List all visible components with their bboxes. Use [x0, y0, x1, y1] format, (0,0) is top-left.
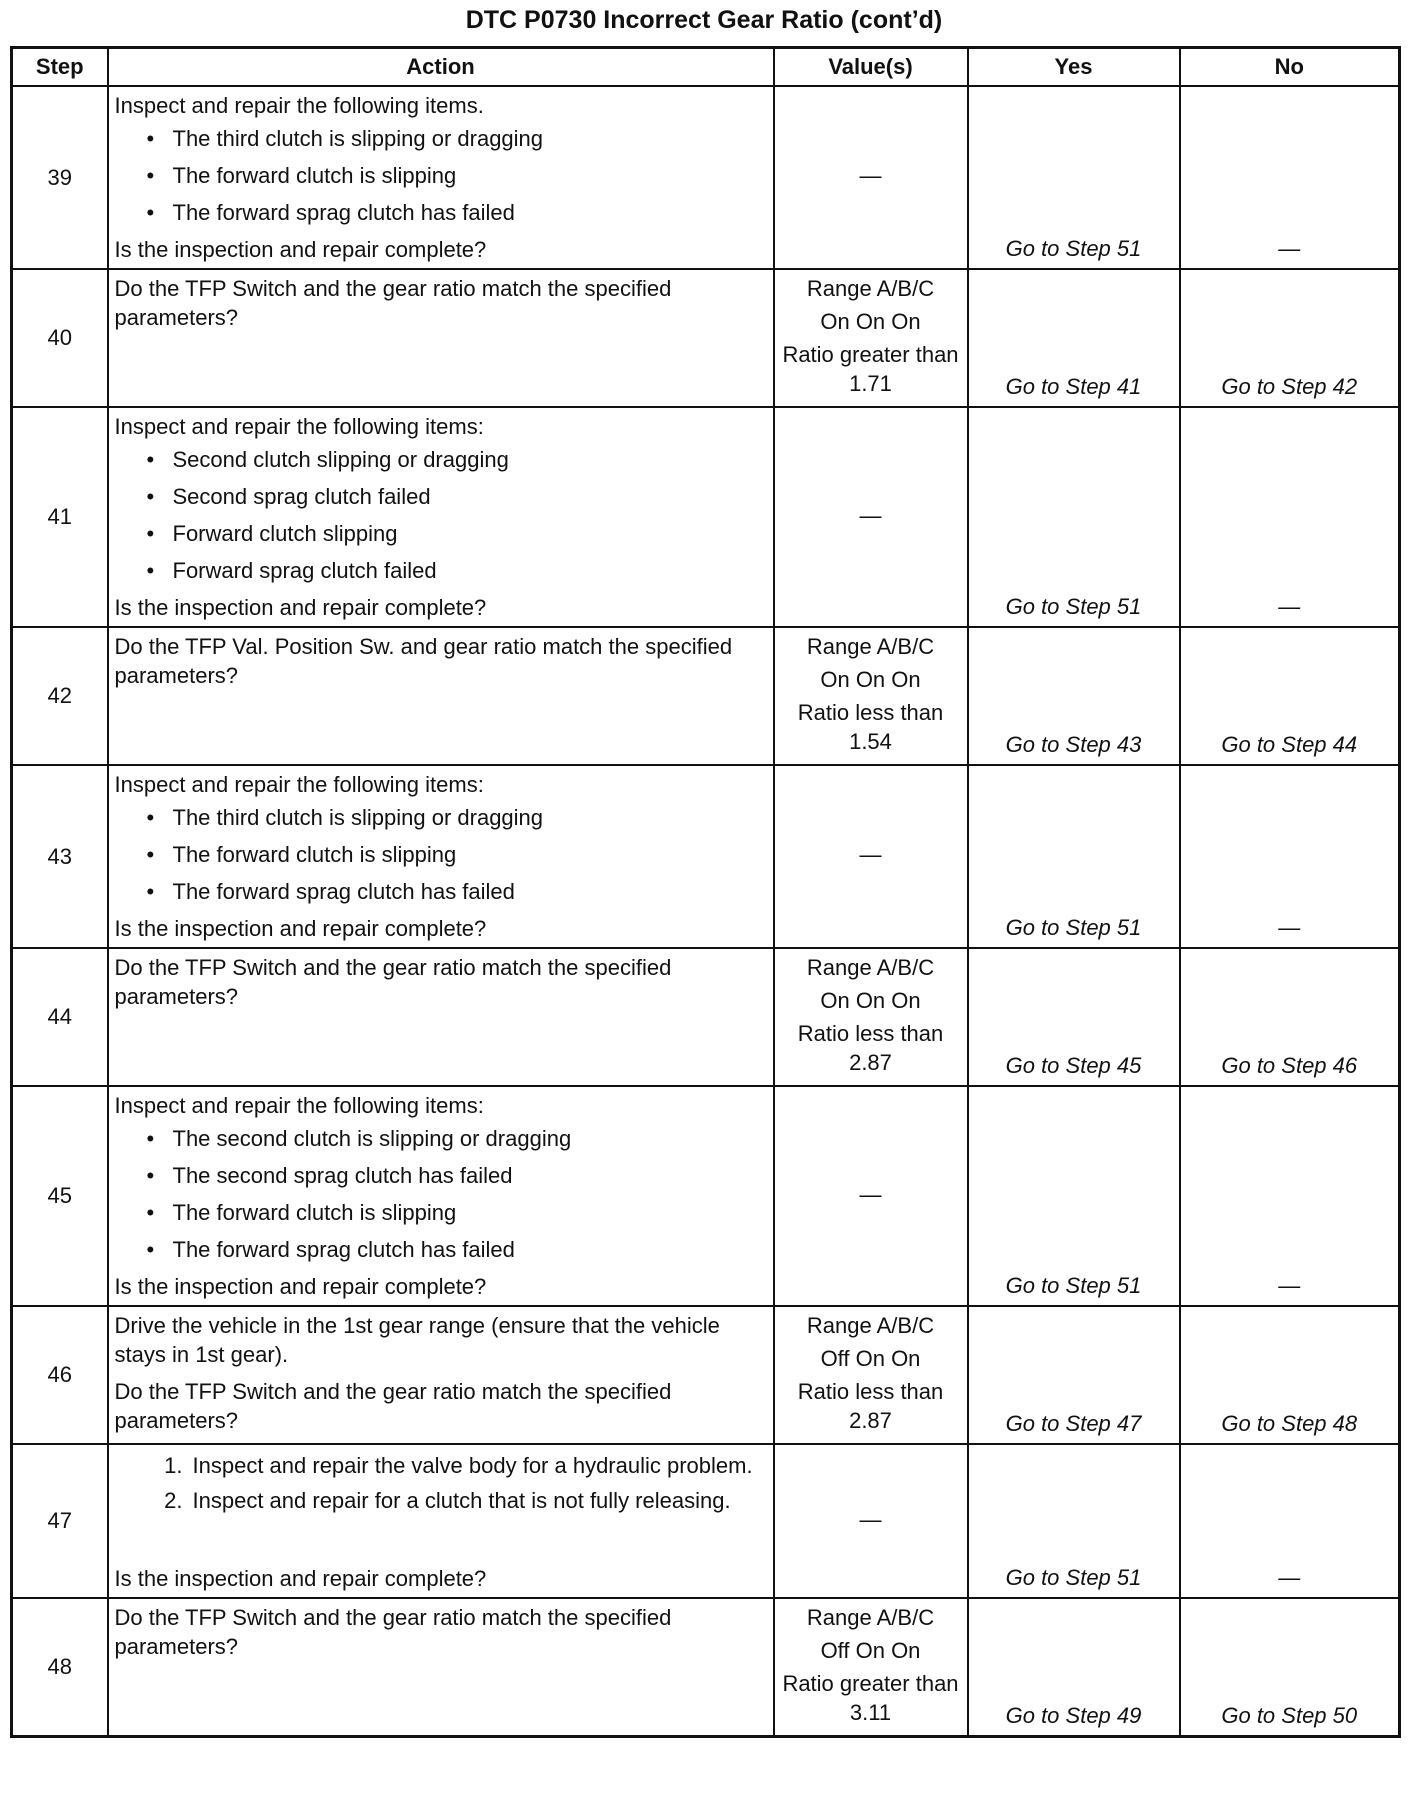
bullet-text: The forward clutch is slipping: [172, 842, 457, 867]
bullet-icon: •: [146, 805, 155, 830]
no-cell: Go to Step 50: [1180, 1598, 1400, 1737]
value-line: Range A/B/C: [806, 1605, 935, 1630]
header-values: Value(s): [774, 48, 968, 87]
value-cell: [774, 1086, 968, 1306]
action-cell: [108, 765, 774, 948]
action-text: Do the TFP Switch and the gear ratio match the specified parameters?: [114, 955, 672, 1009]
no-cell: —: [1180, 407, 1400, 627]
item-number: 2.: [164, 1488, 183, 1513]
value-line: Off On On: [820, 1346, 921, 1371]
bullet-text: The forward sprag clutch has failed: [172, 200, 515, 225]
yes-cell: Go to Step 51: [968, 86, 1180, 269]
action-content: [109, 1599, 773, 1735]
bullet-text: Forward sprag clutch failed: [172, 558, 437, 583]
bullet-item: [109, 120, 773, 157]
header-step: Step: [12, 48, 108, 87]
no-cell: Go to Step 44: [1180, 627, 1400, 765]
bullet-icon: •: [146, 842, 155, 867]
bullet-icon: •: [146, 521, 155, 546]
yes-cell: Go to Step 51: [968, 1444, 1180, 1598]
table-row: [12, 407, 1400, 627]
action-content: [109, 628, 773, 764]
action-text: Do the TFP Switch and the gear ratio match the specified parameters?: [114, 1605, 672, 1659]
action-question: Is the inspection and repair complete?: [114, 237, 487, 262]
no-cell: —: [1180, 765, 1400, 948]
step-number: 40: [12, 269, 108, 407]
bullet-icon: •: [146, 200, 155, 225]
action-text: Inspect and repair the following items.: [114, 93, 484, 118]
bullet-item: [109, 157, 773, 194]
bullet-icon: •: [146, 558, 155, 583]
bullet-icon: •: [146, 1126, 155, 1151]
yes-cell: Go to Step 47: [968, 1306, 1180, 1444]
value-line: —: [859, 1181, 882, 1207]
header-no: No: [1180, 48, 1400, 87]
action-cell: [108, 1086, 774, 1306]
bullet-text: The forward sprag clutch has failed: [172, 1237, 515, 1262]
action-text: Drive the vehicle in the 1st gear range (ensure that the vehicle stays in 1st gear).: [114, 1313, 720, 1367]
bullet-icon: •: [146, 1163, 155, 1188]
action-cell: [108, 1306, 774, 1444]
bullet-text: Forward clutch slipping: [172, 521, 398, 546]
bullet-text: The second sprag clutch has failed: [172, 1163, 513, 1188]
action-text: Do the TFP Val. Position Sw. and gear ratio match the specified parameters?: [114, 634, 733, 688]
no-cell: —: [1180, 1086, 1400, 1306]
bullet-icon: •: [146, 126, 155, 151]
bullet-text: The forward sprag clutch has failed: [172, 879, 515, 904]
action-content: [109, 949, 773, 1085]
numbered-text: Inspect and repair the valve body for a hydraulic problem.: [192, 1453, 753, 1478]
table-row: [12, 948, 1400, 1086]
action-cell: [108, 86, 774, 269]
bullet-item: [109, 1120, 773, 1157]
bullet-text: The forward clutch is slipping: [172, 163, 457, 188]
bullet-icon: •: [146, 1200, 155, 1225]
step-number: 45: [12, 1086, 108, 1306]
bullet-icon: •: [146, 1237, 155, 1262]
table-row: [12, 1444, 1400, 1598]
no-cell: Go to Step 48: [1180, 1306, 1400, 1444]
yes-cell: Go to Step 51: [968, 765, 1180, 948]
step-number: 43: [12, 765, 108, 948]
action-cell: [108, 1598, 774, 1737]
table-row: [12, 1306, 1400, 1444]
action-question: Is the inspection and repair complete?: [114, 916, 487, 941]
value-line: Range A/B/C: [806, 276, 935, 301]
bullet-icon: •: [146, 447, 155, 472]
value-cell: [774, 627, 968, 765]
step-number: 48: [12, 1598, 108, 1737]
value-cell: [774, 1598, 968, 1737]
bullet-item: [109, 873, 773, 910]
bullet-text: The third clutch is slipping or dragging: [172, 126, 544, 151]
numbered-item: [109, 1451, 773, 1480]
bullet-icon: •: [146, 484, 155, 509]
bullet-item: [109, 552, 773, 589]
value-line: Ratio less than 2.87: [797, 1379, 944, 1433]
action-content: [109, 1307, 773, 1443]
table-row: [12, 86, 1400, 269]
value-line: Ratio greater than 3.11: [782, 1671, 959, 1725]
yes-cell: Go to Step 43: [968, 627, 1180, 765]
value-cell: [774, 1306, 968, 1444]
action-text: Do the TFP Switch and the gear ratio match the specified parameters?: [114, 1379, 672, 1433]
bullet-item: [109, 1194, 773, 1231]
action-cell: [108, 627, 774, 765]
bullet-icon: •: [146, 163, 155, 188]
header-yes: Yes: [968, 48, 1180, 87]
value-cell: [774, 948, 968, 1086]
step-number: 47: [12, 1444, 108, 1598]
value-line: —: [859, 502, 882, 528]
value-line: Ratio greater than 1.71: [782, 342, 959, 396]
no-cell: Go to Step 46: [1180, 948, 1400, 1086]
action-text: Inspect and repair the following items:: [114, 772, 484, 797]
action-text: Do the TFP Switch and the gear ratio match the specified parameters?: [114, 276, 672, 330]
value-cell: [774, 1444, 968, 1598]
value-line: Range A/B/C: [806, 955, 935, 980]
action-content: [109, 766, 773, 947]
value-line: On On On: [820, 667, 921, 692]
action-cell: [108, 948, 774, 1086]
bullet-text: The second clutch is slipping or dragging: [172, 1126, 572, 1151]
bullet-item: [109, 478, 773, 515]
step-number: 39: [12, 86, 108, 269]
action-content: [109, 1445, 773, 1597]
value-line: Range A/B/C: [806, 634, 935, 659]
value-cell: [774, 269, 968, 407]
table-row: [12, 1598, 1400, 1737]
step-number: 42: [12, 627, 108, 765]
table-body: [12, 86, 1400, 1737]
value-line: —: [859, 842, 882, 867]
bullet-item: [109, 1231, 773, 1268]
yes-cell: Go to Step 51: [968, 1086, 1180, 1306]
numbered-item: [109, 1486, 773, 1515]
action-text: Inspect and repair the following items:: [114, 1093, 484, 1118]
value-cell: [774, 407, 968, 627]
action-content: [109, 87, 773, 268]
diagnostic-table: [10, 46, 1401, 1738]
action-question: Is the inspection and repair complete?: [114, 1566, 487, 1591]
table-row: [12, 1086, 1400, 1306]
action-content: [109, 408, 773, 626]
page-title: DTC P0730 Incorrect Gear Ratio (cont’d): [465, 6, 943, 34]
bullet-icon: •: [146, 879, 155, 904]
step-number: 41: [12, 407, 108, 627]
bullet-item: [109, 515, 773, 552]
value-cell: [774, 765, 968, 948]
bullet-text: Second sprag clutch failed: [172, 484, 431, 509]
numbered-text: Inspect and repair for a clutch that is not fully releasing.: [192, 1488, 731, 1513]
bullet-item: [109, 799, 773, 836]
step-number: 46: [12, 1306, 108, 1444]
table-row: [12, 269, 1400, 407]
value-line: Off On On: [820, 1638, 921, 1663]
value-line: On On On: [820, 988, 921, 1013]
action-content: [109, 1087, 773, 1305]
no-cell: —: [1180, 86, 1400, 269]
action-question: Is the inspection and repair complete?: [114, 595, 487, 620]
value-line: Ratio less than 1.54: [797, 700, 944, 754]
bullet-text: The third clutch is slipping or dragging: [172, 805, 544, 830]
value-line: —: [859, 1506, 882, 1532]
bullet-item: [109, 836, 773, 873]
action-cell: [108, 1444, 774, 1598]
table-row: [12, 627, 1400, 765]
action-text: Inspect and repair the following items:: [114, 414, 484, 439]
bullet-text: The forward clutch is slipping: [172, 1200, 457, 1225]
yes-cell: Go to Step 51: [968, 407, 1180, 627]
item-number: 1.: [164, 1453, 183, 1478]
action-cell: [108, 269, 774, 407]
bullet-item: [109, 1157, 773, 1194]
action-content: [109, 270, 773, 406]
value-line: Ratio less than 2.87: [797, 1021, 944, 1075]
no-cell: Go to Step 42: [1180, 269, 1400, 407]
step-number: 44: [12, 948, 108, 1086]
table-row: [12, 765, 1400, 948]
action-cell: [108, 407, 774, 627]
header-action: Action: [108, 48, 774, 87]
no-cell: —: [1180, 1444, 1400, 1598]
yes-cell: Go to Step 49: [968, 1598, 1180, 1737]
bullet-item: [109, 194, 773, 231]
action-question: Is the inspection and repair complete?: [114, 1274, 487, 1299]
value-line: —: [859, 163, 882, 188]
value-cell: [774, 86, 968, 269]
yes-cell: Go to Step 45: [968, 948, 1180, 1086]
bullet-item: [109, 441, 773, 478]
value-line: Range A/B/C: [806, 1313, 935, 1338]
value-line: On On On: [820, 309, 921, 334]
yes-cell: Go to Step 41: [968, 269, 1180, 407]
header-row: [12, 48, 1400, 87]
bullet-text: Second clutch slipping or dragging: [172, 447, 509, 472]
